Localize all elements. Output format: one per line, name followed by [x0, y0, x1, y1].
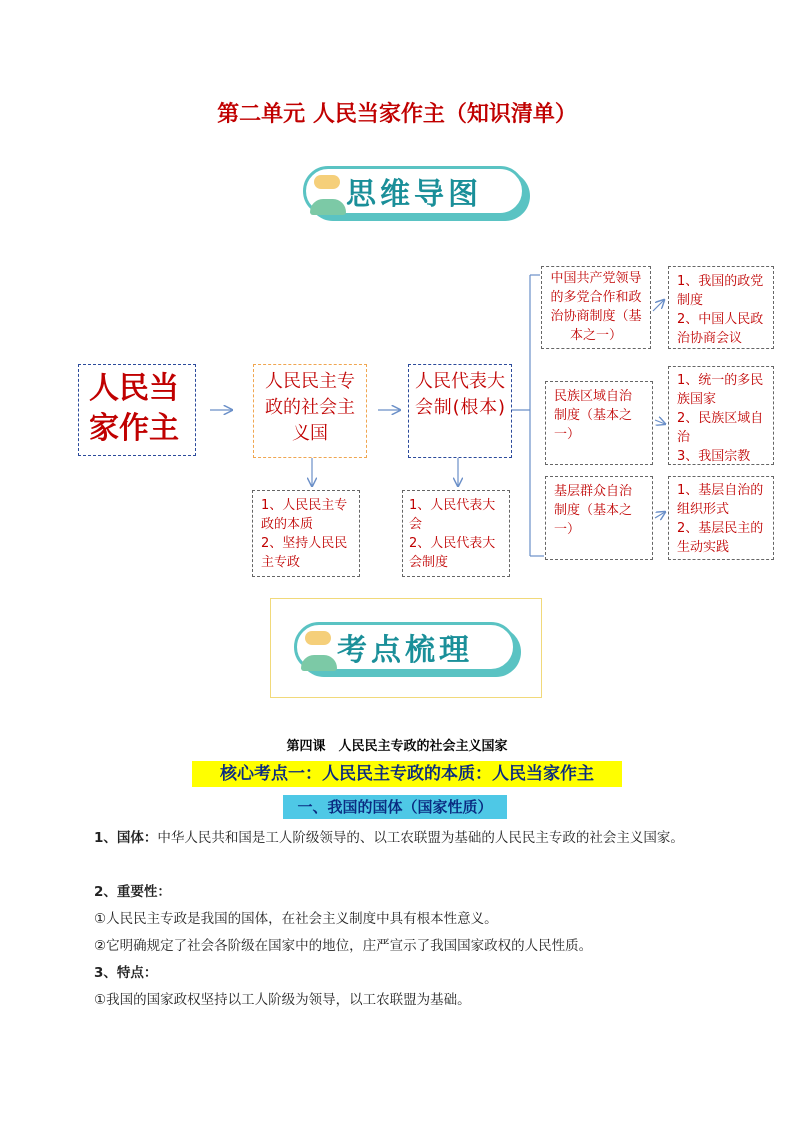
mind-map-root: 人民当家作主	[78, 364, 196, 456]
paragraph-text: 中华人民共和国是工人阶级领导的、以工农联盟为基础的人民民主专政的社会主义国家。	[157, 830, 684, 846]
leaf-icon	[301, 655, 337, 671]
mind-map-banner-label: 思维导图	[346, 177, 482, 212]
paragraph-importance-1: ①人民民主专政是我国的国体，在社会主义制度中具有根本性意义。	[94, 911, 498, 927]
paragraph-label: 1、国体：	[94, 830, 158, 846]
arrow-b2-to-c2	[655, 420, 665, 424]
mind-map-sub-dictatorship: 1、人民民主专政的本质 2、坚持人民民主专政	[252, 490, 360, 577]
mind-map-leaf-ethnic-autonomy: 1、统一的多民族国家 2、民族区域自治 3、我国宗教	[668, 366, 774, 465]
lesson-title: 第四课 人民民主专政的社会主义国家	[286, 739, 508, 754]
arrow-b3-to-c3	[655, 512, 665, 518]
mind-map-branch-party-system: 中国共产党领导的多党合作和政治协商制度（基本之一）	[541, 266, 651, 349]
cloud-icon	[305, 631, 331, 645]
paragraph-features-1: ①我国的国家政权坚持以工人阶级为领导，以工农联盟为基础。	[94, 992, 471, 1008]
paragraph-importance-2: ②它明确规定了社会各阶级在国家中的地位，庄严宣示了我国国家政权的人民性质。	[94, 938, 593, 954]
paragraph-state-system	[94, 825, 734, 852]
mind-map-sub-congress: 1、人民代表大会 2、人民代表大会制度	[402, 490, 510, 577]
mind-map-branch-ethnic-autonomy: 民族区域自治制度（基本之一）	[545, 381, 653, 465]
core-point-heading: 核心考点一：人民民主专政的本质：人民当家作主	[192, 761, 622, 787]
paragraph-importance-label: 2、重要性：	[94, 884, 171, 900]
mind-map-branch-grassroots: 基层群众自治制度（基本之一）	[545, 476, 653, 560]
mind-map-leaf-party-system: 1、我国的政党制度 2、中国人民政治协商会议	[668, 266, 774, 349]
key-points-banner-label: 考点梳理	[337, 633, 473, 668]
mind-map-node-dictatorship: 人民民主专政的社会主义国	[253, 364, 367, 458]
key-points-banner	[294, 622, 516, 672]
paragraph-features-label: 3、特点：	[94, 965, 158, 981]
mind-map-leaf-grassroots: 1、基层自治的组织形式 2、基层民主的生动实践	[668, 476, 774, 560]
document-title: 第二单元 人民当家作主（知识清单）	[217, 102, 577, 127]
mind-map-banner	[303, 166, 525, 216]
leaf-icon	[310, 199, 346, 215]
cloud-icon	[314, 175, 340, 189]
section-subheading: 一、我国的国体（国家性质）	[283, 795, 507, 819]
arrow-b1-to-c1	[653, 300, 664, 311]
mind-map-node-congress-system: 人民代表大会制(根本)	[408, 364, 512, 458]
